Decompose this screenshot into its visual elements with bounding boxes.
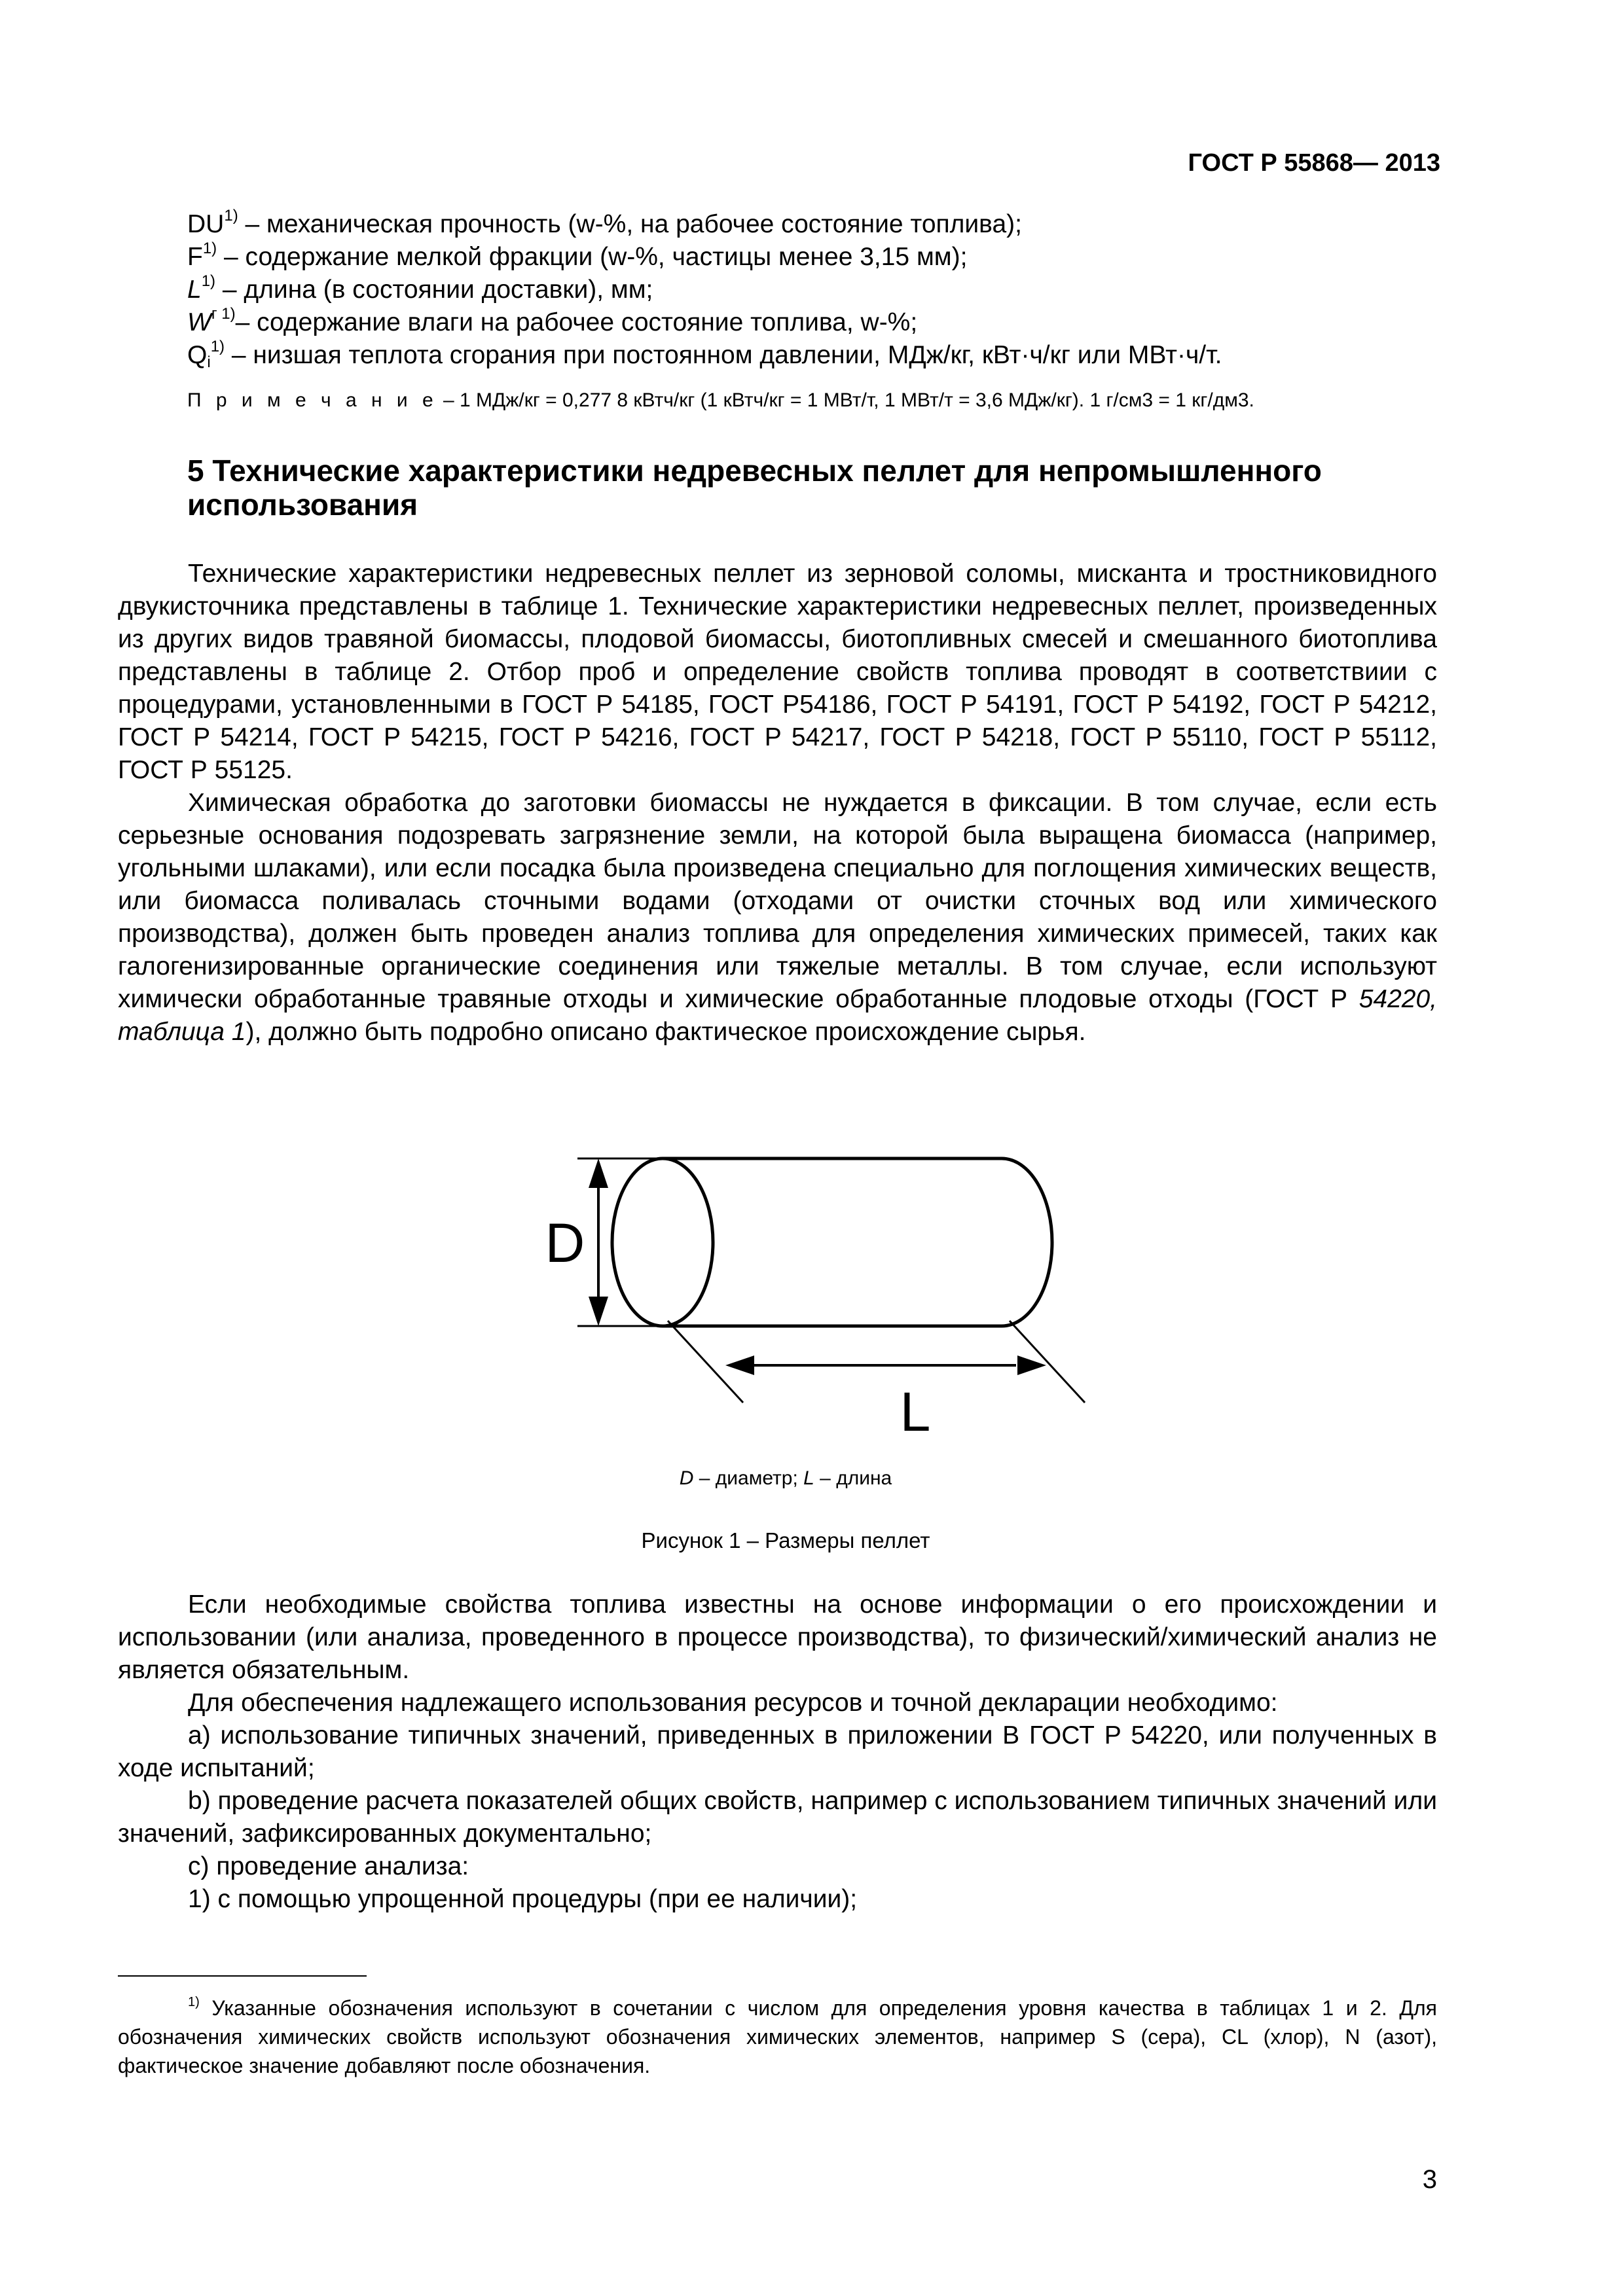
paragraph-text: Химическая обработка до заготовки биомассы не нуждается в фиксации. В том случае, если есть серьезные основания подозревать загрязнение земли, на которой была выращена биомасса (например, угольными шлаками), или если посадка была произведена специально для поглощения химических веществ, или биомасса поливалась сточными водами (отходами от очистки сточных вод или химического производства), должен быть проведен анализ топлива для определения химических примесей, таких как галогенизированные органические соединения или тяжелые металлы. В том случае, если используют химически обработанные травяные отходы и химические обработанные плодовые отходы (ГОСТ Р [118,789,1437,1013]
footnote-ref: 1) [202,240,217,257]
definition-symbol: Q [187,341,208,369]
label-l: L [900,1381,931,1443]
footnote [118,1994,1437,2080]
note-label: П р и м е ч а н и е [187,389,438,411]
paragraph-specs: Технические характеристики недревесных пеллет из зерновой соломы, мисканта и тростниковидного двукисточника представлены в таблице 1. Технические характеристики недревесных пеллет, произведенных из других видов травяной биомассы, плодовой биомассы, биотопливных смесей и смешанного биотоплива представлены в таблице 2. Отбор проб и определение свойств топлива проводят в соответствиии с процедурами, установленными в ГОСТ Р 54185, ГОСТ Р54186, ГОСТ Р 54191, ГОСТ Р 54192, ГОСТ Р 54212, ГОСТ Р 54214, ГОСТ Р 54215, ГОСТ Р 54216, ГОСТ Р 54217, ГОСТ Р 54218, ГОСТ Р 55110, ГОСТ Р 55112, ГОСТ Р 55125. [118,560,1437,784]
paragraph-text: ), должно быть подробно описано фактическое происхождение сырья. [246,1018,1086,1046]
definition-text: – механическая прочность (w-%, на рабочее состояние топлива); [238,210,1022,238]
list-item-c: с) проведение анализа: [188,1852,469,1880]
definition-subscript: i [207,353,211,371]
figure-caption: Рисунок 1 – Размеры пеллет [641,1528,930,1552]
footnote-divider [118,1975,367,1977]
paragraph-properties: Если необходимые свойства топлива известны на основе информации о его происхождении и использовании (или анализа, проведенного в процессе производства), то физический/химический анализ не является обязательным. [118,1590,1437,1684]
section-heading: 5 Технические характеристики недревесных пеллет для непромышленного использования [187,454,1322,522]
footnote-marker: 1) [188,1995,200,2009]
arrowhead-l-left [725,1355,754,1375]
definition-text: – содержание влаги на рабочее состояние топлива, w-%; [235,308,918,336]
document-header: ГОСТ Р 55868— 2013 [1188,149,1440,177]
arrowhead-d-top [589,1158,608,1188]
definition-text: – содержание мелкой фракции (w-%, частицы менее 3,15 мм); [217,243,968,271]
label-d: D [545,1212,585,1274]
footnote-ref: 1) [210,338,225,355]
extension-line-left [668,1321,743,1403]
arrowhead-l-right [1017,1355,1046,1375]
list-item-b: b) проведение расчета показателей общих свойств, например с использованием типичных значений или значений, зафиксированных документально; [118,1787,1437,1848]
arrowhead-d-bottom [589,1297,608,1326]
note-text: – 1 МДж/кг = 0,277 8 кВтч/кг (1 кВтч/кг = 1 МВт/т, 1 МВт/т = 3,6 МДж/кг). 1 г/см3 = 1 кг/дм3. [437,389,1254,411]
definition-text: – длина (в состоянии доставки), мм; [215,276,653,304]
paragraph-italic-ref: 54220, таблица 1 [118,985,1437,1046]
legend-symbol-d: D [679,1467,694,1489]
footnote-text: Указанные обозначения используют в сочетании с числом для определения уровня качества в таблицах 1 и 2. Для обозначения химических свойств используют обозначения химических элементов, например S (сера), CL (хлор), N (азот), фактическое значение добавляют после обозначения. [118,1996,1437,2077]
definition-symbol: L [187,276,202,304]
definition-symbol: DU [187,210,225,238]
definition-symbol: F [187,243,203,271]
definition-symbol: W [187,308,211,336]
legend-text-l: – длина [814,1467,892,1489]
list-item-a: а) использование типичных значений, приведенных в приложении В ГОСТ Р 54220, или полученных в ходе испытаний; [118,1721,1437,1782]
pellet-end-ellipse [612,1158,713,1326]
footnote-ref: г 1) [211,305,236,323]
legend-symbol-l: L [803,1467,814,1489]
footnote-ref: 1) [224,207,238,224]
footnote-ref: 1) [201,272,216,290]
paragraph-requirements: Для обеспечения надлежащего использования ресурсов и точной декларации необходимо: [188,1689,1278,1717]
figure-legend [589,1467,982,1490]
list-item-c1: 1) с помощью упрощенной процедуры (при ее наличии); [188,1885,858,1913]
definition-text: – низшая теплота сгорания при постоянном давлении, МДж/кг, кВт·ч/кг или МВт·ч/т. [225,341,1222,369]
legend-text-d: – диаметр; [693,1467,804,1489]
page-number: 3 [1422,2165,1437,2194]
pellet-far-end-arc [1002,1158,1052,1326]
